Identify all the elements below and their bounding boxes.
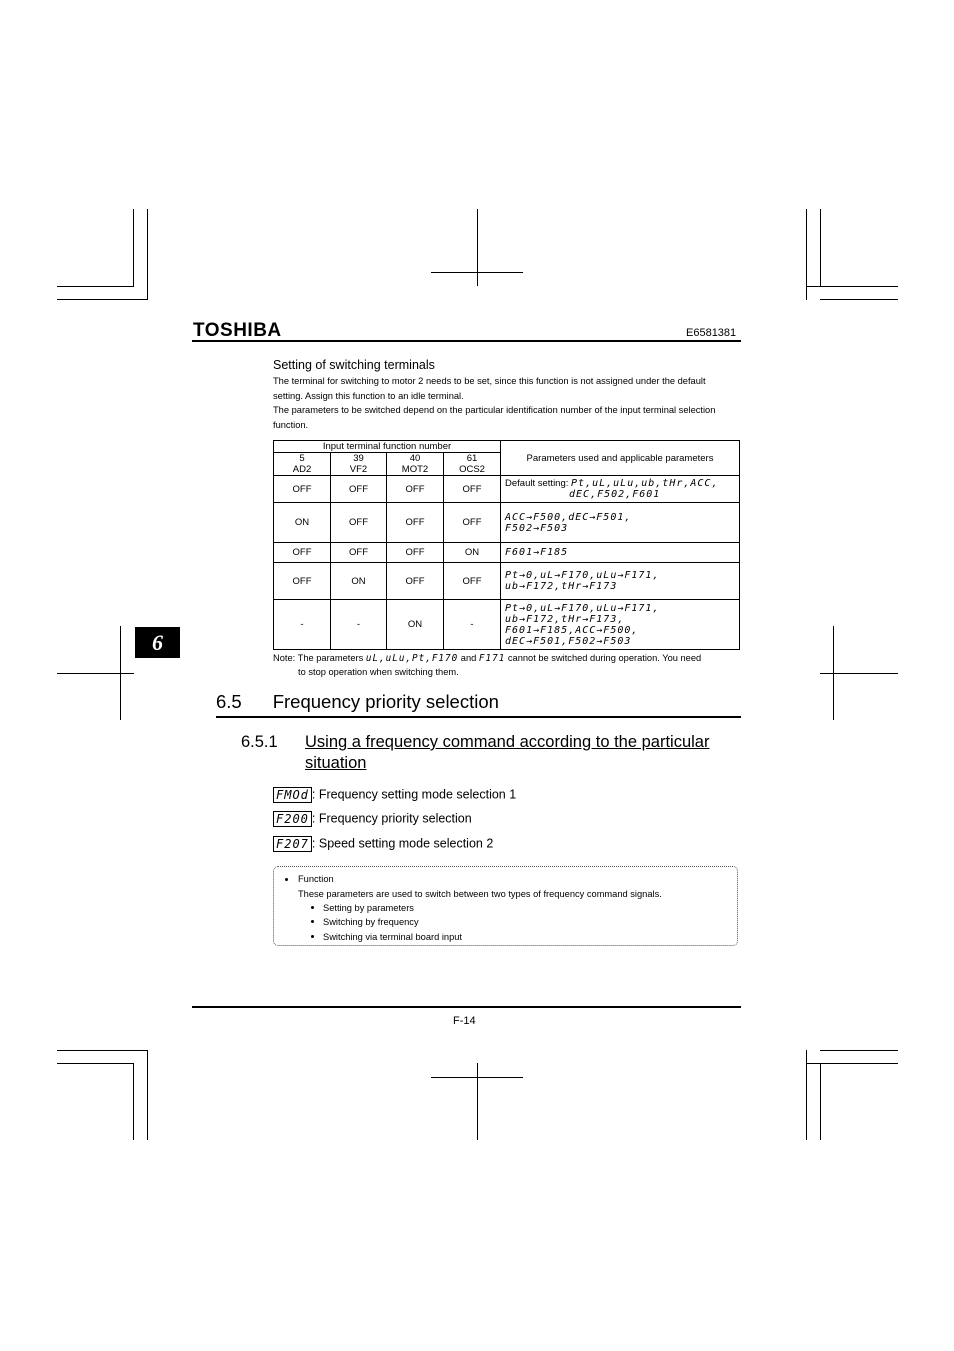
function-heading: Function xyxy=(298,874,334,884)
bullet-icon xyxy=(285,878,288,881)
intro-paragraph-2: The parameters to be switched depend on the particular identification number of the input terminal selection function. xyxy=(273,405,716,430)
params-cell: ACC→F500,dEC→F501, F502→F503 xyxy=(501,503,740,543)
list-item: Switching via terminal board input xyxy=(323,932,463,942)
document-number: E6581381 xyxy=(686,327,737,339)
parameter-fmod: FMOd : Frequency setting mode selection 1 xyxy=(273,787,516,803)
table-header-row xyxy=(274,441,740,453)
column-header: 5 AD2 xyxy=(274,453,331,476)
column-header: 61 OCS2 xyxy=(444,453,501,476)
parameter-f207: F207 : Speed setting mode selection 2 xyxy=(273,836,493,852)
brand-logo: TOSHIBA xyxy=(193,320,282,341)
bullet-icon xyxy=(311,906,314,909)
table-params-header: Parameters used and applicable parameters xyxy=(501,441,740,476)
table-row: OFF OFF OFF ON F601→F185 xyxy=(274,543,740,563)
params-cell: Default setting: Pt,uL,uLu,ub,tHr,ACC, dEC,F502,F601 xyxy=(501,476,740,503)
table-group-header: Input terminal function number xyxy=(274,441,501,453)
bullet-icon xyxy=(311,935,314,938)
params-cell: Pt→0,uL→F170,uLu→F171, ub→F172,tHr→F173 xyxy=(501,563,740,600)
footer-rule xyxy=(192,1006,741,1008)
section-rule xyxy=(216,716,741,718)
section-6-5-heading: 6.5 Frequency priority selection xyxy=(216,691,499,712)
bullet-icon xyxy=(311,920,314,923)
list-item: Switching by frequency xyxy=(323,917,419,927)
page-number: F-14 xyxy=(453,1015,476,1027)
column-header: 39 VF2 xyxy=(331,453,387,476)
function-text: These parameters are used to switch between two types of frequency command signals. xyxy=(298,889,662,899)
chapter-tab: 6 xyxy=(135,627,180,658)
column-header: 40 MOT2 xyxy=(387,453,444,476)
table-row: - - ON - Pt→0,uL→F170,uLu→F171, ub→F172,tHr→F173, F601→F185,ACC→F500, dEC→F501,F502→F503 xyxy=(274,600,740,650)
parameter-f200: F200 : Frequency priority selection xyxy=(273,811,472,827)
list-item: Setting by parameters xyxy=(323,903,414,913)
params-cell: Pt→0,uL→F170,uLu→F171, ub→F172,tHr→F173, F601→F185,ACC→F500, dEC→F501,F502→F503 xyxy=(501,600,740,650)
table-row: OFF ON OFF OFF Pt→0,uL→F170,uLu→F171, ub→F172,tHr→F173 xyxy=(274,563,740,600)
header-rule xyxy=(192,340,741,342)
table-row: OFF OFF OFF OFF Default setting: Pt,uL,uLu,ub,tHr,ACC, dEC,F502,F601 xyxy=(274,476,740,503)
intro-paragraph-1: The terminal for switching to motor 2 needs to be set, since this function is not assigned under the default setting. Assign this function to an idle terminal. xyxy=(273,376,706,401)
params-cell: F601→F185 xyxy=(501,543,740,563)
table-row: ON OFF OFF OFF ACC→F500,dEC→F501, F502→F503 xyxy=(274,503,740,543)
table-note: Note: The parameters uL,uLu,Pt,F170 and F171 cannot be switched during operation. You need to stop operation when switching them. xyxy=(273,653,702,677)
switching-terminal-table xyxy=(273,440,740,650)
intro-title: Setting of switching terminals xyxy=(273,358,435,372)
